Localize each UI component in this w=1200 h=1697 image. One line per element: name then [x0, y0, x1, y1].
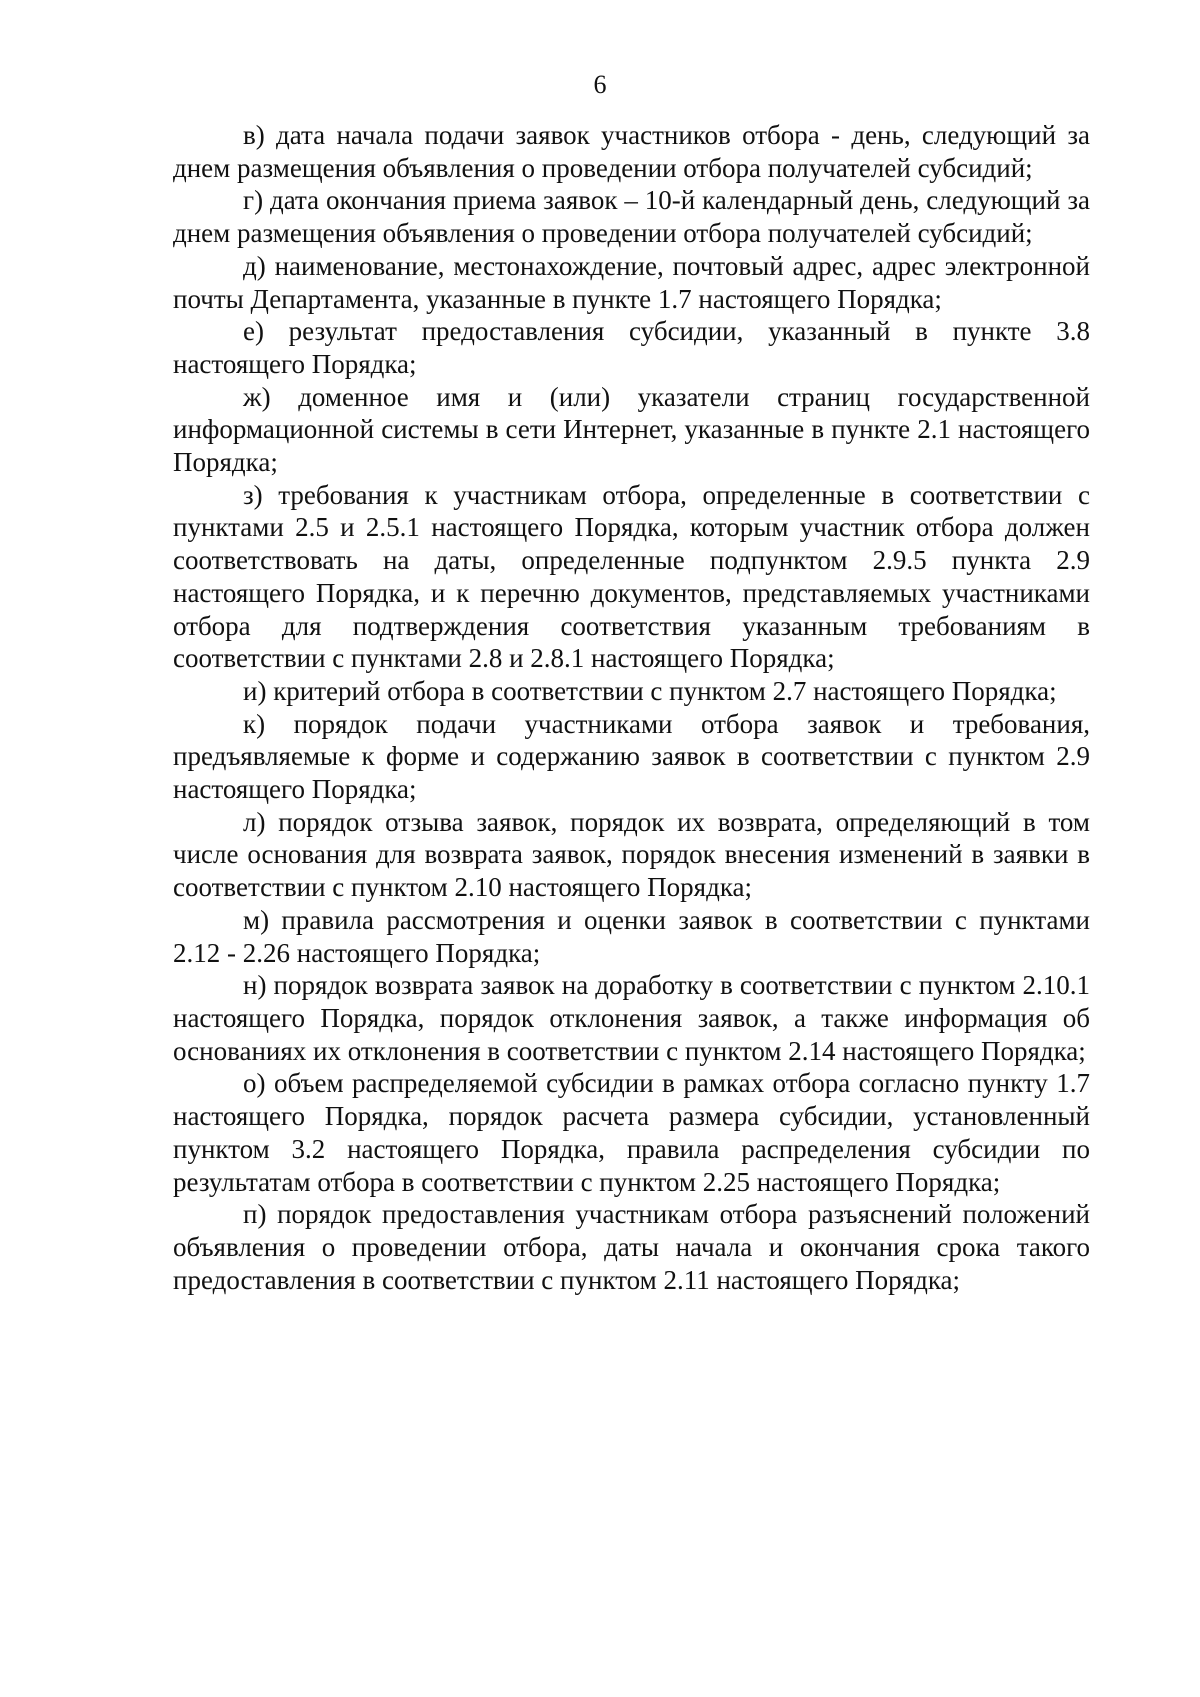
paragraph-zh: ж) доменное имя и (или) указатели страниц государственной информационной системы в сети Интернет, указанные в пункте 2.1 настоящего Порядка;	[173, 381, 1090, 478]
page-number: 6	[593, 70, 607, 99]
paragraph-n: н) порядок возврата заявок на доработку в соответствии с пунктом 2.10.1 настоящего Порядка, порядок отклонения заявок, а также информация об основаниях их отклонения в соответствии с пунктом 2.14 настоящего Порядка;	[173, 970, 1090, 1066]
paragraph-k: к) порядок подачи участниками отбора заявок и требования, предъявляемые к форме и содержанию заявок в соответствии с пунктом 2.9 настоящего Порядка;	[173, 708, 1090, 805]
paragraph-d: д) наименование, местонахождение, почтовый адрес, адрес электронной почты Департамента, указанные в пункте 1.7 настоящего Порядка;	[173, 250, 1090, 314]
paragraph-m: м) правила рассмотрения и оценки заявок в соответствии с пунктами 2.12 - 2.26 настоящего Порядка;	[173, 904, 1090, 968]
paragraph-v: в) дата начала подачи заявок участников отбора - день, следующий за днем размещения объявления о проведении отбора получателей субсидий;	[173, 120, 1090, 183]
paragraph-l: л) порядок отзыва заявок, порядок их возврата, определяющий в том числе основания для возврата заявок, порядок внесения изменений в заявки в соответствии с пунктом 2.10 настоящего Порядка;	[173, 806, 1090, 903]
paragraph-z: з) требования к участникам отбора, определенные в соответствии с пунктами 2.5 и 2.5.1 настоящего Порядка, которым участник отбора должен соответствовать на даты, определенные подпунктом 2.9.5 пункта 2.9 настоящего Порядка, и к перечню документов, представляемых участниками отбора для подтверждения соответствия указанным требованиям в соответствии с пунктами 2.8 и 2.8.1 настоящего Порядка;	[173, 479, 1090, 674]
paragraph-g: г) дата окончания приема заявок – 10-й календарный день, следующий за днем размещения объявления о проведении отбора получателей субсидий;	[173, 185, 1090, 249]
paragraph-e: е) результат предоставления субсидии, указанный в пункте 3.8 настоящего Порядка;	[173, 316, 1090, 379]
paragraph-o: о) объем распределяемой субсидии в рамках отбора согласно пункту 1.7 настоящего Порядка, порядок расчета размера субсидии, установленный пунктом 3.2 настоящего Порядка, правила распределения субсидии по результатам отбора в соответствии с пунктом 2.25 настоящего Порядка;	[173, 1068, 1090, 1197]
paragraph-i: и) критерий отбора в соответствии с пунктом 2.7 настоящего Порядка;	[243, 675, 1057, 706]
paragraph-p: п) порядок предоставления участникам отбора разъяснений положений объявления о проведении отбора, даты начала и окончания срока такого предоставления в соответствии с пунктом 2.11 настоящего Порядка;	[173, 1199, 1090, 1295]
document-body	[173, 119, 1090, 1296]
